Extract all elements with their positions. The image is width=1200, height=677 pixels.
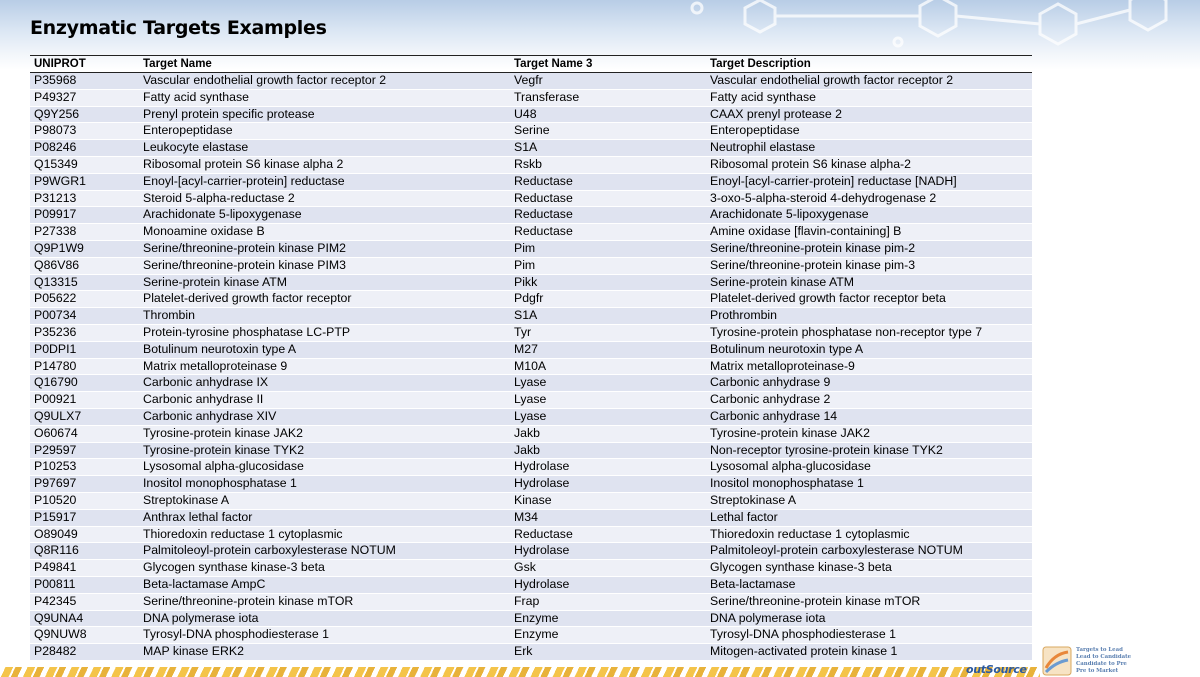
cell-target-name-3: Jakb	[510, 442, 706, 459]
cell-uniprot: P15917	[30, 509, 139, 526]
cell-target-name: Serine-protein kinase ATM	[139, 274, 510, 291]
cell-uniprot: Q9UNA4	[30, 610, 139, 627]
cell-target-description: Serine-protein kinase ATM	[706, 274, 1032, 291]
cell-target-name: DNA polymerase iota	[139, 610, 510, 627]
cell-target-name-3: Kinase	[510, 492, 706, 509]
cell-target-description: Enoyl-[acyl-carrier-protein] reductase [NADH]	[706, 173, 1032, 190]
table-row	[30, 324, 1032, 341]
cell-uniprot: Q13315	[30, 274, 139, 291]
cell-target-name-3: Reductase	[510, 526, 706, 543]
cell-target-description: Non-receptor tyrosine-protein kinase TYK2	[706, 442, 1032, 459]
cell-target-name-3: U48	[510, 106, 706, 123]
table-row	[30, 240, 1032, 257]
table-row	[30, 341, 1032, 358]
cell-target-description: Thioredoxin reductase 1 cytoplasmic	[706, 526, 1032, 543]
cell-target-name-3: Lyase	[510, 408, 706, 425]
table-row	[30, 190, 1032, 207]
cell-uniprot: Q16790	[30, 375, 139, 392]
table-row	[30, 89, 1032, 106]
cell-target-name-3: Frap	[510, 593, 706, 610]
cell-uniprot: P9WGR1	[30, 173, 139, 190]
table-row	[30, 140, 1032, 157]
table-row	[30, 224, 1032, 241]
table-row	[30, 576, 1032, 593]
column-header-target-name: Target Name	[139, 56, 510, 73]
cell-target-name: Leukocyte elastase	[139, 140, 510, 157]
cell-uniprot: P14780	[30, 358, 139, 375]
table-row	[30, 291, 1032, 308]
cell-target-name: Serine/threonine-protein kinase mTOR	[139, 593, 510, 610]
cell-uniprot: P28482	[30, 644, 139, 661]
cell-target-name-3: Erk	[510, 644, 706, 661]
cell-uniprot: Q86V86	[30, 257, 139, 274]
cell-target-name-3: Lyase	[510, 375, 706, 392]
cell-target-name-3: Reductase	[510, 207, 706, 224]
cell-target-name: Inositol monophosphatase 1	[139, 476, 510, 493]
cell-uniprot: Q15349	[30, 156, 139, 173]
table-row	[30, 476, 1032, 493]
cell-target-name: Anthrax lethal factor	[139, 509, 510, 526]
cell-target-name-3: M27	[510, 341, 706, 358]
cell-target-description: Carbonic anhydrase 9	[706, 375, 1032, 392]
cell-target-name-3: Transferase	[510, 89, 706, 106]
cell-target-description: Platelet-derived growth factor receptor beta	[706, 291, 1032, 308]
page-title: Enzymatic Targets Examples	[30, 17, 327, 39]
cell-target-name: Enoyl-[acyl-carrier-protein] reductase	[139, 173, 510, 190]
column-header-target-name-3: Target Name 3	[510, 56, 706, 73]
cell-target-name: Thrombin	[139, 308, 510, 325]
cell-target-description: Prothrombin	[706, 308, 1032, 325]
cell-target-description: CAAX prenyl protease 2	[706, 106, 1032, 123]
cell-target-name: Carbonic anhydrase II	[139, 392, 510, 409]
cell-target-name: Streptokinase A	[139, 492, 510, 509]
cell-target-description: Tyrosine-protein phosphatase non-receptor type 7	[706, 324, 1032, 341]
table-row	[30, 308, 1032, 325]
table-row	[30, 459, 1032, 476]
cell-target-description: Palmitoleoyl-protein carboxylesterase NOTUM	[706, 543, 1032, 560]
cell-target-name-3: Pim	[510, 240, 706, 257]
cell-target-name: Carbonic anhydrase XIV	[139, 408, 510, 425]
cell-target-name-3: Gsk	[510, 560, 706, 577]
cell-target-name: Ribosomal protein S6 kinase alpha 2	[139, 156, 510, 173]
cell-target-description: Inositol monophosphatase 1	[706, 476, 1032, 493]
cell-target-name: Prenyl protein specific protease	[139, 106, 510, 123]
brand-wordmark: outSource	[966, 663, 1027, 676]
cell-target-description: Botulinum neurotoxin type A	[706, 341, 1032, 358]
cell-target-name: Serine/threonine-protein kinase PIM2	[139, 240, 510, 257]
table-row	[30, 358, 1032, 375]
cell-uniprot: P98073	[30, 123, 139, 140]
cell-target-name: Arachidonate 5-lipoxygenase	[139, 207, 510, 224]
cell-target-name: Vascular endothelial growth factor receptor 2	[139, 73, 510, 90]
cell-uniprot: P10253	[30, 459, 139, 476]
cell-target-name-3: Pdgfr	[510, 291, 706, 308]
cell-target-name: Thioredoxin reductase 1 cytoplasmic	[139, 526, 510, 543]
brand-tagline-line: Lead to Candidate	[1076, 654, 1132, 660]
cell-target-description: 3-oxo-5-alpha-steroid 4-dehydrogenase 2	[706, 190, 1032, 207]
brand-tagline-line: Candidate to Pre	[1076, 661, 1127, 667]
table-row	[30, 644, 1032, 661]
cell-target-name-3: Hydrolase	[510, 459, 706, 476]
table-row	[30, 173, 1032, 190]
cell-target-description: Serine/threonine-protein kinase pim-3	[706, 257, 1032, 274]
cell-uniprot: P10520	[30, 492, 139, 509]
table-row	[30, 408, 1032, 425]
cell-target-description: Lethal factor	[706, 509, 1032, 526]
cell-target-name: Carbonic anhydrase IX	[139, 375, 510, 392]
cell-target-name: Serine/threonine-protein kinase PIM3	[139, 257, 510, 274]
cell-target-description: Mitogen-activated protein kinase 1	[706, 644, 1032, 661]
cell-target-description: Lysosomal alpha-glucosidase	[706, 459, 1032, 476]
table-header-row	[30, 56, 1032, 73]
cell-target-description: DNA polymerase iota	[706, 610, 1032, 627]
cell-target-description: Enteropeptidase	[706, 123, 1032, 140]
cell-target-name: Matrix metalloproteinase 9	[139, 358, 510, 375]
cell-uniprot: P27338	[30, 224, 139, 241]
brand-tagline-line: Pre to Market	[1076, 668, 1119, 674]
cell-uniprot: O89049	[30, 526, 139, 543]
cell-target-name: MAP kinase ERK2	[139, 644, 510, 661]
cell-uniprot: P42345	[30, 593, 139, 610]
cell-uniprot: P97697	[30, 476, 139, 493]
cell-uniprot: Q8R116	[30, 543, 139, 560]
table-row	[30, 274, 1032, 291]
cell-target-name-3: Tyr	[510, 324, 706, 341]
cell-target-description: Amine oxidase [flavin-containing] B	[706, 224, 1032, 241]
column-header-target-description: Target Description	[706, 56, 1032, 73]
cell-target-name: Lysosomal alpha-glucosidase	[139, 459, 510, 476]
cell-uniprot: P49841	[30, 560, 139, 577]
brand-logo-icon	[1042, 646, 1072, 676]
cell-target-name-3: Hydrolase	[510, 543, 706, 560]
cell-uniprot: P31213	[30, 190, 139, 207]
cell-target-description: Glycogen synthase kinase-3 beta	[706, 560, 1032, 577]
table-row	[30, 526, 1032, 543]
brand-tagline	[1076, 647, 1140, 675]
cell-target-description: Matrix metalloproteinase-9	[706, 358, 1032, 375]
cell-target-name-3: Reductase	[510, 224, 706, 241]
cell-uniprot: Q9ULX7	[30, 408, 139, 425]
cell-target-name-3: M10A	[510, 358, 706, 375]
table-body	[30, 73, 1032, 661]
cell-uniprot: P00734	[30, 308, 139, 325]
table-row	[30, 543, 1032, 560]
cell-uniprot: Q9P1W9	[30, 240, 139, 257]
cell-target-description: Beta-lactamase	[706, 576, 1032, 593]
cell-target-name: Palmitoleoyl-protein carboxylesterase NOTUM	[139, 543, 510, 560]
cell-target-name-3: Vegfr	[510, 73, 706, 90]
cell-target-name-3: Reductase	[510, 173, 706, 190]
cell-target-description: Fatty acid synthase	[706, 89, 1032, 106]
table-row	[30, 425, 1032, 442]
cell-target-description: Ribosomal protein S6 kinase alpha-2	[706, 156, 1032, 173]
cell-target-name: Beta-lactamase AmpC	[139, 576, 510, 593]
cell-target-description: Neutrophil elastase	[706, 140, 1032, 157]
cell-target-name: Tyrosine-protein kinase JAK2	[139, 425, 510, 442]
cell-uniprot: P00921	[30, 392, 139, 409]
cell-target-name-3: S1A	[510, 140, 706, 157]
table-row	[30, 392, 1032, 409]
cell-target-name-3: Jakb	[510, 425, 706, 442]
table-row	[30, 593, 1032, 610]
table-row	[30, 627, 1032, 644]
cell-target-description: Serine/threonine-protein kinase mTOR	[706, 593, 1032, 610]
cell-target-description: Streptokinase A	[706, 492, 1032, 509]
cell-target-description: Carbonic anhydrase 14	[706, 408, 1032, 425]
cell-uniprot: P35968	[30, 73, 139, 90]
cell-uniprot: P05622	[30, 291, 139, 308]
cell-target-name-3: Rskb	[510, 156, 706, 173]
table-row	[30, 492, 1032, 509]
targets-table	[30, 55, 1032, 661]
cell-target-name: Fatty acid synthase	[139, 89, 510, 106]
table-row	[30, 560, 1032, 577]
cell-target-description: Tyrosyl-DNA phosphodiesterase 1	[706, 627, 1032, 644]
cell-target-description: Arachidonate 5-lipoxygenase	[706, 207, 1032, 224]
cell-target-name: Monoamine oxidase B	[139, 224, 510, 241]
cell-uniprot: O60674	[30, 425, 139, 442]
table-row	[30, 106, 1032, 123]
table-row	[30, 156, 1032, 173]
cell-uniprot: P0DPI1	[30, 341, 139, 358]
cell-target-name: Platelet-derived growth factor receptor	[139, 291, 510, 308]
cell-target-name-3: S1A	[510, 308, 706, 325]
cell-target-name: Botulinum neurotoxin type A	[139, 341, 510, 358]
cell-target-name-3: M34	[510, 509, 706, 526]
column-header-uniprot: UNIPROT	[30, 56, 139, 73]
table-row	[30, 257, 1032, 274]
table-row	[30, 610, 1032, 627]
footer-stripe-decoration	[0, 667, 1040, 677]
cell-target-name-3: Lyase	[510, 392, 706, 409]
table-row	[30, 123, 1032, 140]
cell-target-name: Tyrosine-protein kinase TYK2	[139, 442, 510, 459]
cell-target-name-3: Enzyme	[510, 610, 706, 627]
table-row	[30, 509, 1032, 526]
cell-uniprot: P08246	[30, 140, 139, 157]
table-row	[30, 442, 1032, 459]
brand-tagline-line: Targets to Lead	[1076, 647, 1123, 653]
cell-target-name-3: Pim	[510, 257, 706, 274]
cell-uniprot: Q9NUW8	[30, 627, 139, 644]
cell-uniprot: P09917	[30, 207, 139, 224]
table-row	[30, 73, 1032, 90]
cell-target-name: Protein-tyrosine phosphatase LC-PTP	[139, 324, 510, 341]
cell-target-name-3: Hydrolase	[510, 576, 706, 593]
cell-uniprot: P35236	[30, 324, 139, 341]
targets-table-container	[30, 55, 1032, 661]
table-row	[30, 207, 1032, 224]
cell-uniprot: P49327	[30, 89, 139, 106]
cell-target-description: Carbonic anhydrase 2	[706, 392, 1032, 409]
cell-uniprot: P29597	[30, 442, 139, 459]
cell-target-name-3: Reductase	[510, 190, 706, 207]
cell-target-description: Serine/threonine-protein kinase pim-2	[706, 240, 1032, 257]
cell-uniprot: P00811	[30, 576, 139, 593]
cell-target-name-3: Hydrolase	[510, 476, 706, 493]
cell-target-description: Vascular endothelial growth factor receptor 2	[706, 73, 1032, 90]
cell-target-name: Glycogen synthase kinase-3 beta	[139, 560, 510, 577]
cell-target-name: Steroid 5-alpha-reductase 2	[139, 190, 510, 207]
table-row	[30, 375, 1032, 392]
cell-target-description: Tyrosine-protein kinase JAK2	[706, 425, 1032, 442]
cell-target-name: Enteropeptidase	[139, 123, 510, 140]
cell-target-name-3: Enzyme	[510, 627, 706, 644]
cell-target-name-3: Serine	[510, 123, 706, 140]
cell-target-name-3: Pikk	[510, 274, 706, 291]
cell-uniprot: Q9Y256	[30, 106, 139, 123]
cell-target-name: Tyrosyl-DNA phosphodiesterase 1	[139, 627, 510, 644]
